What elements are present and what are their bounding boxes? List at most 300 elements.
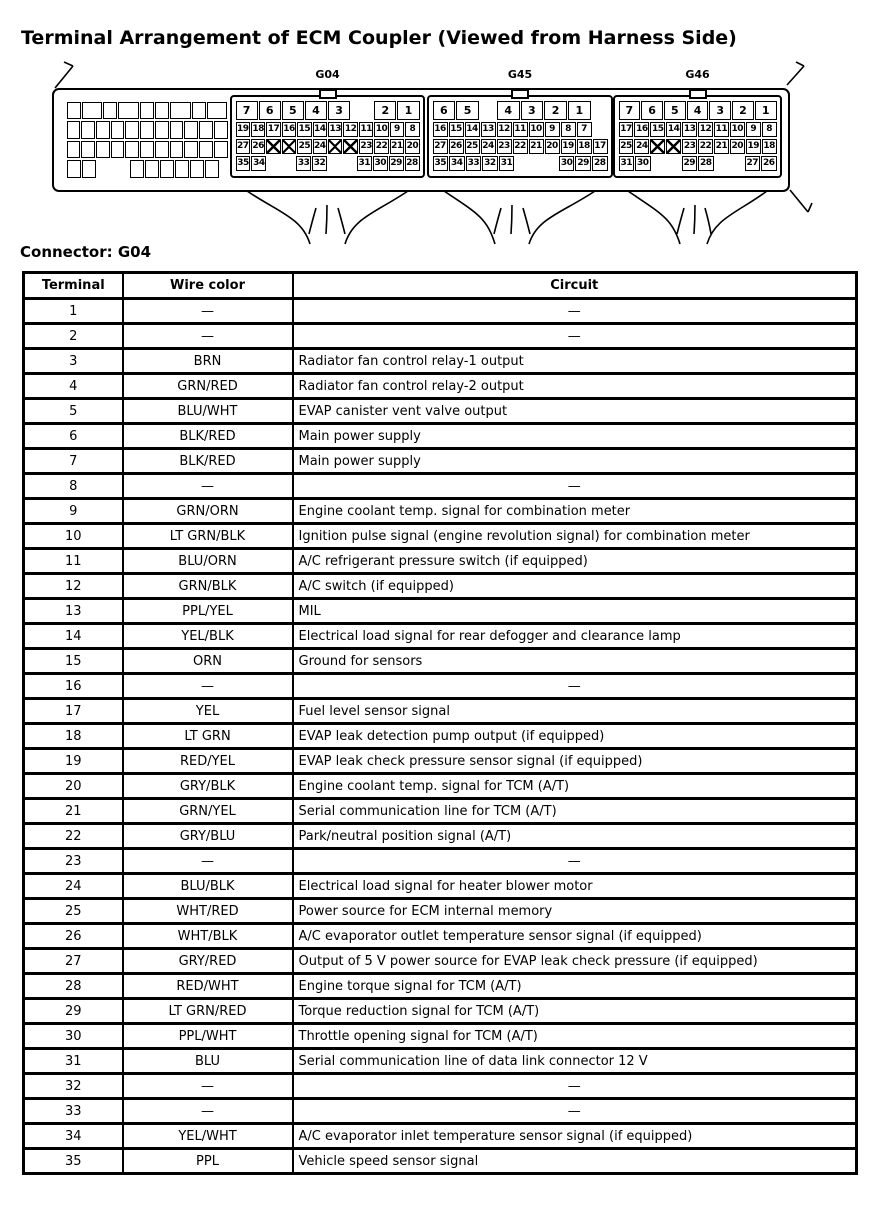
wire-color: — [123,474,293,499]
empty-terminal-cell [214,121,228,139]
cut-mark-top-left [55,62,73,88]
terminal-cell: 28 [405,156,420,171]
empty-terminal-cell [184,121,198,139]
empty-terminal-cell [111,141,125,159]
table-row [24,1024,857,1049]
terminal-cell: 17 [619,122,634,137]
column-header: Terminal [24,273,123,299]
terminal-row [618,100,777,120]
terminal-cell: 5 [282,101,304,120]
terminal-number: 31 [24,1049,123,1074]
table-row [24,924,857,949]
blocked-terminal-cell [266,139,280,154]
terminal-cell: 9 [390,122,404,137]
terminal-cell: 19 [746,139,761,154]
terminal-cell: 10 [374,122,388,137]
terminal-cell: 1 [568,101,591,120]
terminal-number: 3 [24,349,123,374]
terminal-cell: 25 [297,139,311,154]
terminal-cell: 20 [730,139,745,154]
wire-color: YEL [123,699,293,724]
terminal-cell: 16 [282,122,296,137]
wire-color: LT GRN [123,724,293,749]
column-header: Circuit [293,273,857,299]
terminal-cell: 1 [755,101,777,120]
terminal-cell: 30 [373,156,388,171]
terminal-cell: 13 [682,122,697,137]
empty-terminal-cell [81,121,95,139]
wire-color: BLK/RED [123,449,293,474]
terminal-cell: 21 [714,139,729,154]
connector-label-g04: G04 [315,68,340,81]
terminal-cell: 1 [397,101,419,120]
terminal-cell: 12 [343,122,357,137]
terminal-number: 35 [24,1149,123,1174]
terminal-cell: 4 [687,101,709,120]
terminal-number: 5 [24,399,123,424]
terminal-row [618,121,777,137]
terminal-cell: 28 [698,156,714,171]
table-row [24,449,857,474]
terminal-number: 18 [24,724,123,749]
circuit-description: EVAP leak detection pump output (if equipped) [293,724,857,749]
terminal-cell: 18 [762,139,777,154]
terminal-cell: 7 [577,122,592,137]
terminal-cell: 16 [433,122,448,137]
wire-color: — [123,324,293,349]
empty-terminal-cell [140,121,154,139]
terminal-cell: 3 [709,101,731,120]
terminal-cell: 31 [357,156,372,171]
wire-color: PPL/WHT [123,1024,293,1049]
table-row [24,549,857,574]
connector-heading: Connector: G04 [20,243,152,261]
wire-color: BLU/BLK [123,874,293,899]
connector-gap [652,156,681,171]
terminal-cell: 5 [456,101,479,120]
empty-terminal-cell [207,102,227,120]
empty-terminal-cell [111,121,125,139]
terminal-number: 27 [24,949,123,974]
circuit-description: — [293,474,857,499]
table-row [24,974,857,999]
terminal-row [66,160,228,179]
terminal-number: 11 [24,549,123,574]
terminal-cell: 19 [236,122,250,137]
terminal-cell: 3 [521,101,544,120]
empty-terminal-cell [190,160,204,178]
wire-color: YEL/WHT [123,1124,293,1149]
terminal-number: 4 [24,374,123,399]
terminal-cell: 11 [513,122,528,137]
circuit-description: Torque reduction signal for TCM (A/T) [293,999,857,1024]
terminal-cell: 26 [251,139,265,154]
terminal-cell: 22 [698,139,713,154]
terminal-cell: 5 [664,101,686,120]
circuit-description: — [293,849,857,874]
wire-color: BLU/WHT [123,399,293,424]
terminal-number: 20 [24,774,123,799]
terminal-cell: 30 [635,156,651,171]
terminal-number: 33 [24,1099,123,1124]
table-row [24,949,857,974]
table-row [24,474,857,499]
blocked-terminal-cell [343,139,357,154]
terminal-number: 16 [24,674,123,699]
terminal-number: 1 [24,299,123,324]
wire-color: LT GRN/BLK [123,524,293,549]
connector-gap [515,156,558,171]
terminal-cell: 29 [575,156,591,171]
terminal-cell: 18 [251,122,265,137]
terminal-number: 2 [24,324,123,349]
terminal-table [22,271,858,1175]
terminal-cell: 14 [313,122,327,137]
circuit-description: — [293,674,857,699]
terminal-cell: 15 [650,122,665,137]
connector-gap [715,156,744,171]
terminal-cell: 6 [259,101,281,120]
terminal-cell: 8 [762,122,777,137]
terminal-cell: 15 [297,122,311,137]
terminal-cell: 25 [619,139,634,154]
table-row [24,849,857,874]
circuit-description: Radiator fan control relay-1 output [293,349,857,374]
table-row [24,749,857,774]
terminal-cell: 32 [312,156,327,171]
empty-terminal-cell [184,141,198,159]
terminal-cell: 10 [529,122,544,137]
terminal-row [235,121,420,137]
terminal-row [235,138,420,154]
terminal-cell: 23 [497,139,512,154]
circuit-description: Serial communication line of data link connector 12 V [293,1049,857,1074]
circuit-description: A/C evaporator outlet temperature sensor signal (if equipped) [293,924,857,949]
empty-terminal-cell [67,121,81,139]
table-row [24,674,857,699]
table-row [24,1124,857,1149]
terminal-cell: 4 [497,101,520,120]
wire-color: PPL/YEL [123,599,293,624]
wire-color: BRN [123,349,293,374]
blocked-terminal-cell [328,139,342,154]
wire-color: GRN/YEL [123,799,293,824]
circuit-description: — [293,324,857,349]
terminal-row [66,140,228,159]
wire-color: GRN/BLK [123,574,293,599]
connector-gap [592,101,608,120]
terminal-cell: 2 [732,101,754,120]
empty-terminal-cell [96,121,110,139]
table-row [24,824,857,849]
wire-color: PPL [123,1149,293,1174]
terminal-cell: 14 [465,122,480,137]
wire-color: BLK/RED [123,424,293,449]
table-row [24,499,857,524]
terminal-number: 17 [24,699,123,724]
terminal-cell: 35 [236,156,251,171]
connector-gap [267,156,295,171]
terminal-number: 22 [24,824,123,849]
terminal-number: 28 [24,974,123,999]
circuit-description: Engine torque signal for TCM (A/T) [293,974,857,999]
terminal-number: 32 [24,1074,123,1099]
terminal-number: 24 [24,874,123,899]
empty-terminal-cell [205,160,219,178]
terminal-cell: 21 [529,139,544,154]
empty-terminal-cell [103,102,117,120]
wire-color: GRN/ORN [123,499,293,524]
wire-color: ORN [123,649,293,674]
terminal-cell: 6 [433,101,456,120]
empty-terminal-cell [214,141,228,159]
terminal-number: 10 [24,524,123,549]
circuit-description: Electrical load signal for heater blower motor [293,874,857,899]
circuit-description: Serial communication line for TCM (A/T) [293,799,857,824]
empty-terminal-cell [96,141,110,159]
terminal-number: 8 [24,474,123,499]
empty-terminal-cell [81,141,95,159]
terminal-number: 13 [24,599,123,624]
empty-terminal-cell [155,102,169,120]
terminal-number: 15 [24,649,123,674]
terminal-cell: 7 [619,101,641,120]
terminal-row [432,121,608,137]
terminal-cell: 30 [559,156,575,171]
terminal-row [66,121,228,140]
empty-terminal-cell [192,102,206,120]
terminal-cell: 34 [449,156,465,171]
table-row [24,649,857,674]
empty-terminal-cell [125,141,139,159]
circuit-description: Main power supply [293,449,857,474]
empty-terminal-cell [82,160,96,178]
terminal-number: 25 [24,899,123,924]
empty-terminal-cell [170,121,184,139]
wire-color: — [123,849,293,874]
terminal-cell: 3 [328,101,350,120]
terminal-cell: 11 [714,122,729,137]
circuit-description: Throttle opening signal for TCM (A/T) [293,1024,857,1049]
table-row [24,1074,857,1099]
blocked-terminal-cell [666,139,681,154]
terminal-row [618,138,777,154]
circuit-description: — [293,299,857,324]
circuit-description: EVAP canister vent valve output [293,399,857,424]
terminal-cell: 22 [513,139,528,154]
terminal-row [432,100,608,120]
table-row [24,799,857,824]
terminal-cell: 29 [682,156,698,171]
empty-terminal-cell [82,102,102,120]
terminal-cell: 7 [236,101,258,120]
terminal-cell: 15 [449,122,464,137]
terminal-number: 14 [24,624,123,649]
empty-terminal-cell [130,160,144,178]
terminal-number: 34 [24,1124,123,1149]
table-row [24,574,857,599]
terminal-cell: 33 [296,156,311,171]
terminal-number: 19 [24,749,123,774]
connector-gap [351,101,373,120]
wire-color: GRY/BLK [123,774,293,799]
table-row [24,424,857,449]
wire-color: RED/YEL [123,749,293,774]
empty-terminal-cell [67,102,81,120]
terminal-number: 26 [24,924,123,949]
table-row [24,699,857,724]
terminal-number: 6 [24,424,123,449]
terminal-cell: 12 [497,122,512,137]
unlabeled-terminal-grid [66,101,228,179]
terminal-cell: 25 [465,139,480,154]
terminal-row [432,155,608,171]
circuit-description: EVAP leak check pressure sensor signal (if equipped) [293,749,857,774]
terminal-cell: 31 [499,156,515,171]
cut-mark-top-right [787,62,804,85]
terminal-cell: 27 [745,156,761,171]
empty-terminal-cell [67,141,81,159]
blocked-terminal-cell [650,139,665,154]
table-row [24,724,857,749]
harness-wires-g04 [247,191,408,244]
terminal-cell: 12 [698,122,713,137]
connector-label-g46: G46 [685,68,710,81]
wire-color: GRN/RED [123,374,293,399]
table-row [24,1099,857,1124]
circuit-description: Electrical load signal for rear defogger and clearance lamp [293,624,857,649]
terminal-number: 29 [24,999,123,1024]
terminal-cell: 21 [390,139,404,154]
circuit-description: Park/neutral position signal (A/T) [293,824,857,849]
circuit-description: A/C refrigerant pressure switch (if equipped) [293,549,857,574]
terminal-cell: 35 [433,156,449,171]
empty-terminal-cell [140,102,154,120]
terminal-cell: 27 [236,139,250,154]
terminal-number: 30 [24,1024,123,1049]
terminal-number: 12 [24,574,123,599]
terminal-cell: 8 [561,122,576,137]
terminal-cell: 17 [593,139,608,154]
wire-color: GRY/RED [123,949,293,974]
table-row [24,999,857,1024]
table-row [24,349,857,374]
terminal-cell: 34 [251,156,266,171]
terminal-cell: 17 [266,122,280,137]
connector-block-g46 [613,95,782,178]
terminal-cell: 2 [544,101,567,120]
connector-gap [593,122,608,137]
table-row [24,874,857,899]
ecm-coupler-diagram [0,58,880,254]
terminal-cell: 23 [682,139,697,154]
connector-block-g04 [230,95,425,178]
circuit-description: A/C switch (if equipped) [293,574,857,599]
connector-gap [220,160,228,178]
terminal-number: 23 [24,849,123,874]
wire-color: — [123,299,293,324]
terminal-cell: 9 [746,122,761,137]
wire-color: — [123,674,293,699]
terminal-cell: 8 [405,122,419,137]
circuit-description: — [293,1099,857,1124]
terminal-cell: 24 [481,139,496,154]
terminal-cell: 32 [482,156,498,171]
table-row [24,1049,857,1074]
terminal-cell: 13 [328,122,342,137]
empty-terminal-cell [118,102,138,120]
blocked-terminal-cell [282,139,296,154]
empty-terminal-cell [170,102,190,120]
terminal-cell: 22 [374,139,388,154]
wire-color: RED/WHT [123,974,293,999]
empty-terminal-cell [145,160,159,178]
wire-color: WHT/RED [123,899,293,924]
terminal-cell: 11 [359,122,373,137]
circuit-description: Power source for ECM internal memory [293,899,857,924]
empty-terminal-cell [140,141,154,159]
circuit-description: MIL [293,599,857,624]
connector-block-g45 [427,95,613,178]
wire-color: YEL/BLK [123,624,293,649]
wire-color: GRY/BLU [123,824,293,849]
terminal-cell: 4 [305,101,327,120]
empty-terminal-cell [175,160,189,178]
terminal-cell: 13 [481,122,496,137]
circuit-description: — [293,1074,857,1099]
table-header-row [24,273,857,299]
terminal-cell: 26 [761,156,777,171]
connector-gap [480,101,496,120]
terminal-cell: 2 [374,101,396,120]
terminal-cell: 14 [666,122,681,137]
terminal-cell: 27 [433,139,448,154]
terminal-cell: 19 [561,139,576,154]
circuit-description: Vehicle speed sensor signal [293,1149,857,1174]
terminal-row [235,100,420,120]
page-title: Terminal Arrangement of ECM Coupler (Viewed from Harness Side) [21,26,737,49]
cut-mark-bottom-right [790,190,812,212]
terminal-cell: 24 [313,139,327,154]
circuit-description: Output of 5 V power source for EVAP leak check pressure (if equipped) [293,949,857,974]
table-row [24,374,857,399]
circuit-description: Ignition pulse signal (engine revolution signal) for combination meter [293,524,857,549]
circuit-description: Radiator fan control relay-2 output [293,374,857,399]
empty-terminal-cell [170,141,184,159]
empty-terminal-cell [125,121,139,139]
wire-color: LT GRN/RED [123,999,293,1024]
terminal-cell: 31 [619,156,635,171]
terminal-row [66,101,228,120]
table-row [24,324,857,349]
terminal-cell: 29 [389,156,404,171]
wire-color: WHT/BLK [123,924,293,949]
wire-color: BLU/ORN [123,549,293,574]
terminal-row [235,155,420,171]
circuit-description: Fuel level sensor signal [293,699,857,724]
circuit-description: Main power supply [293,424,857,449]
terminal-number: 9 [24,499,123,524]
table-row [24,399,857,424]
terminal-cell: 23 [359,139,373,154]
table-row [24,899,857,924]
connector-gap [328,156,356,171]
table-row [24,624,857,649]
terminal-cell: 10 [730,122,745,137]
wire-color: BLU [123,1049,293,1074]
circuit-description: Ground for sensors [293,649,857,674]
empty-terminal-cell [155,121,169,139]
